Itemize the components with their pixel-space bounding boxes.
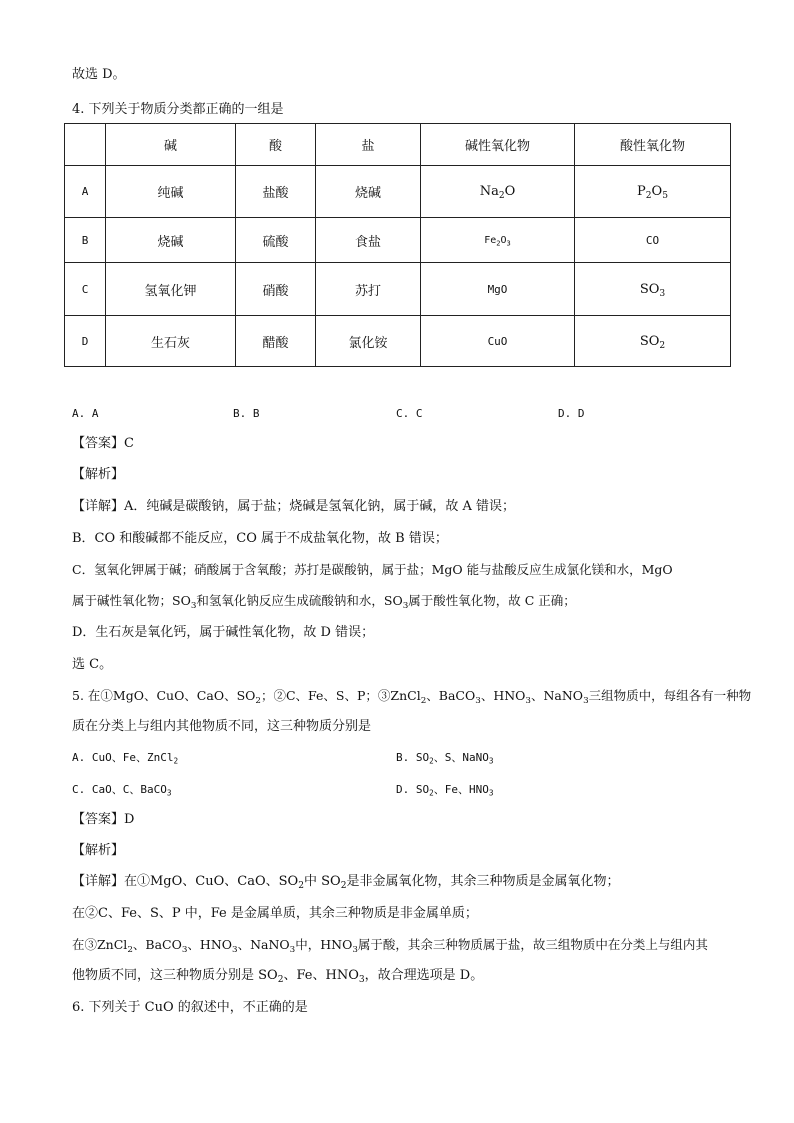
acid-oxide-cell: $SO_3$ bbox=[575, 263, 731, 316]
base-cell: 纯碱 bbox=[106, 166, 236, 218]
detail-line: 属于碱性氧化物；$SO_3$和氢氧化钠反应生成硫酸钠和水，$SO_3$属于酸性氧化物，故 C 正确； bbox=[72, 593, 576, 612]
question-6-stem: 6. 下列关于 CuO 的叙述中，不正确的是 bbox=[72, 1000, 308, 1015]
detail-line: 【详解】在①MgO、CuO、CaO、$SO_2$中 $SO_2$是非金属氧化物，其余三种物质是金属氧化物； bbox=[72, 874, 620, 892]
analysis-label: 【解析】 bbox=[72, 467, 125, 482]
option-c: C. C bbox=[396, 407, 423, 420]
detail-line: 在②C、Fe、S、P 中，Fe 是金属单质，其余三种物质是非金属单质； bbox=[72, 906, 478, 921]
previous-answer-line: 故选 D。 bbox=[72, 67, 126, 82]
answer-label: 【答案】D bbox=[72, 812, 135, 827]
q5-option-c: C. CaO、C、BaCO$_3$ bbox=[72, 783, 172, 798]
table-row bbox=[65, 218, 731, 263]
table-row bbox=[65, 166, 731, 218]
row-letter: C bbox=[65, 263, 106, 316]
analysis-label: 【解析】 bbox=[72, 843, 125, 858]
base-cell: 烧碱 bbox=[106, 218, 236, 263]
table-header-cell bbox=[65, 124, 106, 166]
basic-oxide-cell: $Na_2O$ bbox=[421, 166, 575, 218]
q5-option-d: D. $SO_2$、Fe、$HNO_3$ bbox=[396, 783, 494, 798]
acid-cell: 硫酸 bbox=[236, 218, 316, 263]
option-a: A. A bbox=[72, 407, 99, 420]
table-header-cell: 酸 bbox=[236, 124, 316, 166]
table-header-cell: 碱 bbox=[106, 124, 236, 166]
acid-cell: 盐酸 bbox=[236, 166, 316, 218]
salt-cell: 氯化铵 bbox=[316, 316, 421, 367]
salt-cell: 烧碱 bbox=[316, 166, 421, 218]
row-letter: D bbox=[65, 316, 106, 367]
table-header-cell: 碱性氧化物 bbox=[421, 124, 575, 166]
basic-oxide-cell: CuO bbox=[421, 316, 575, 367]
acid-oxide-cell: $SO_2$ bbox=[575, 316, 731, 367]
acid-cell: 硝酸 bbox=[236, 263, 316, 316]
table-row bbox=[65, 316, 731, 367]
row-letter: B bbox=[65, 218, 106, 263]
q5-option-b: B. $SO_2$、S、NaNO$_3$ bbox=[396, 751, 494, 766]
base-cell: 生石灰 bbox=[106, 316, 236, 367]
acid-oxide-cell: $P_2O_5$ bbox=[575, 166, 731, 218]
basic-oxide-cell: $Fe_2O_3$ bbox=[421, 218, 575, 263]
question-5-stem: 5. 在①MgO、CuO、CaO、$SO_2$；②C、Fe、S、P；③ZnCl$_2$、BaCO$_3$、$HNO_3$、NaNO$_3$三组物质中，每组各有一种物 bbox=[72, 688, 752, 707]
salt-cell: 苏打 bbox=[316, 263, 421, 316]
salt-cell: 食盐 bbox=[316, 218, 421, 263]
base-cell: 氢氧化钾 bbox=[106, 263, 236, 316]
q5-option-a: A. CuO、Fe、ZnCl$_2$ bbox=[72, 751, 179, 766]
detail-line: B．CO 和酸碱都不能反应，CO 属于不成盐氧化物，故 B 错误； bbox=[72, 531, 448, 546]
detail-line: D．生石灰是氧化钙，属于碱性氧化物，故 D 错误； bbox=[72, 625, 375, 640]
detail-line: 他物质不同，这三种物质分别是 $SO_2$、Fe、$HNO_3$，故合理选项是 D。 bbox=[72, 968, 484, 986]
question-4-stem: 4. 下列关于物质分类都正确的一组是 bbox=[72, 102, 284, 117]
table-row bbox=[65, 263, 731, 316]
detail-line: 【详解】A．纯碱是碳酸钠，属于盐；烧碱是氢氧化钠，属于碱，故 A 错误； bbox=[72, 499, 516, 514]
classification-table bbox=[64, 123, 731, 367]
detail-line: C．氢氧化钾属于碱；硝酸属于含氧酸；苏打是碳酸钠，属于盐；MgO 能与盐酸反应生成氯化镁和水，MgO bbox=[72, 562, 673, 577]
table-header-row bbox=[65, 124, 731, 166]
detail-line: 选 C。 bbox=[72, 657, 113, 672]
table-header-cell: 酸性氧化物 bbox=[575, 124, 731, 166]
acid-cell: 醋酸 bbox=[236, 316, 316, 367]
table-header-cell: 盐 bbox=[316, 124, 421, 166]
answer-label: 【答案】C bbox=[72, 436, 134, 451]
acid-oxide-cell: CO bbox=[575, 218, 731, 263]
basic-oxide-cell: MgO bbox=[421, 263, 575, 316]
row-letter: A bbox=[65, 166, 106, 218]
option-b: B. B bbox=[233, 407, 260, 420]
detail-line: 在③ZnCl$_2$、BaCO$_3$、$HNO_3$、NaNO$_3$中，$HNO_3$属于酸，其余三种物质属于盐，故三组物质中在分类上与组内其 bbox=[72, 937, 708, 956]
option-d: D. D bbox=[558, 407, 585, 420]
question-5-stem-cont: 质在分类上与组内其他物质不同，这三种物质分别是 bbox=[72, 719, 372, 734]
